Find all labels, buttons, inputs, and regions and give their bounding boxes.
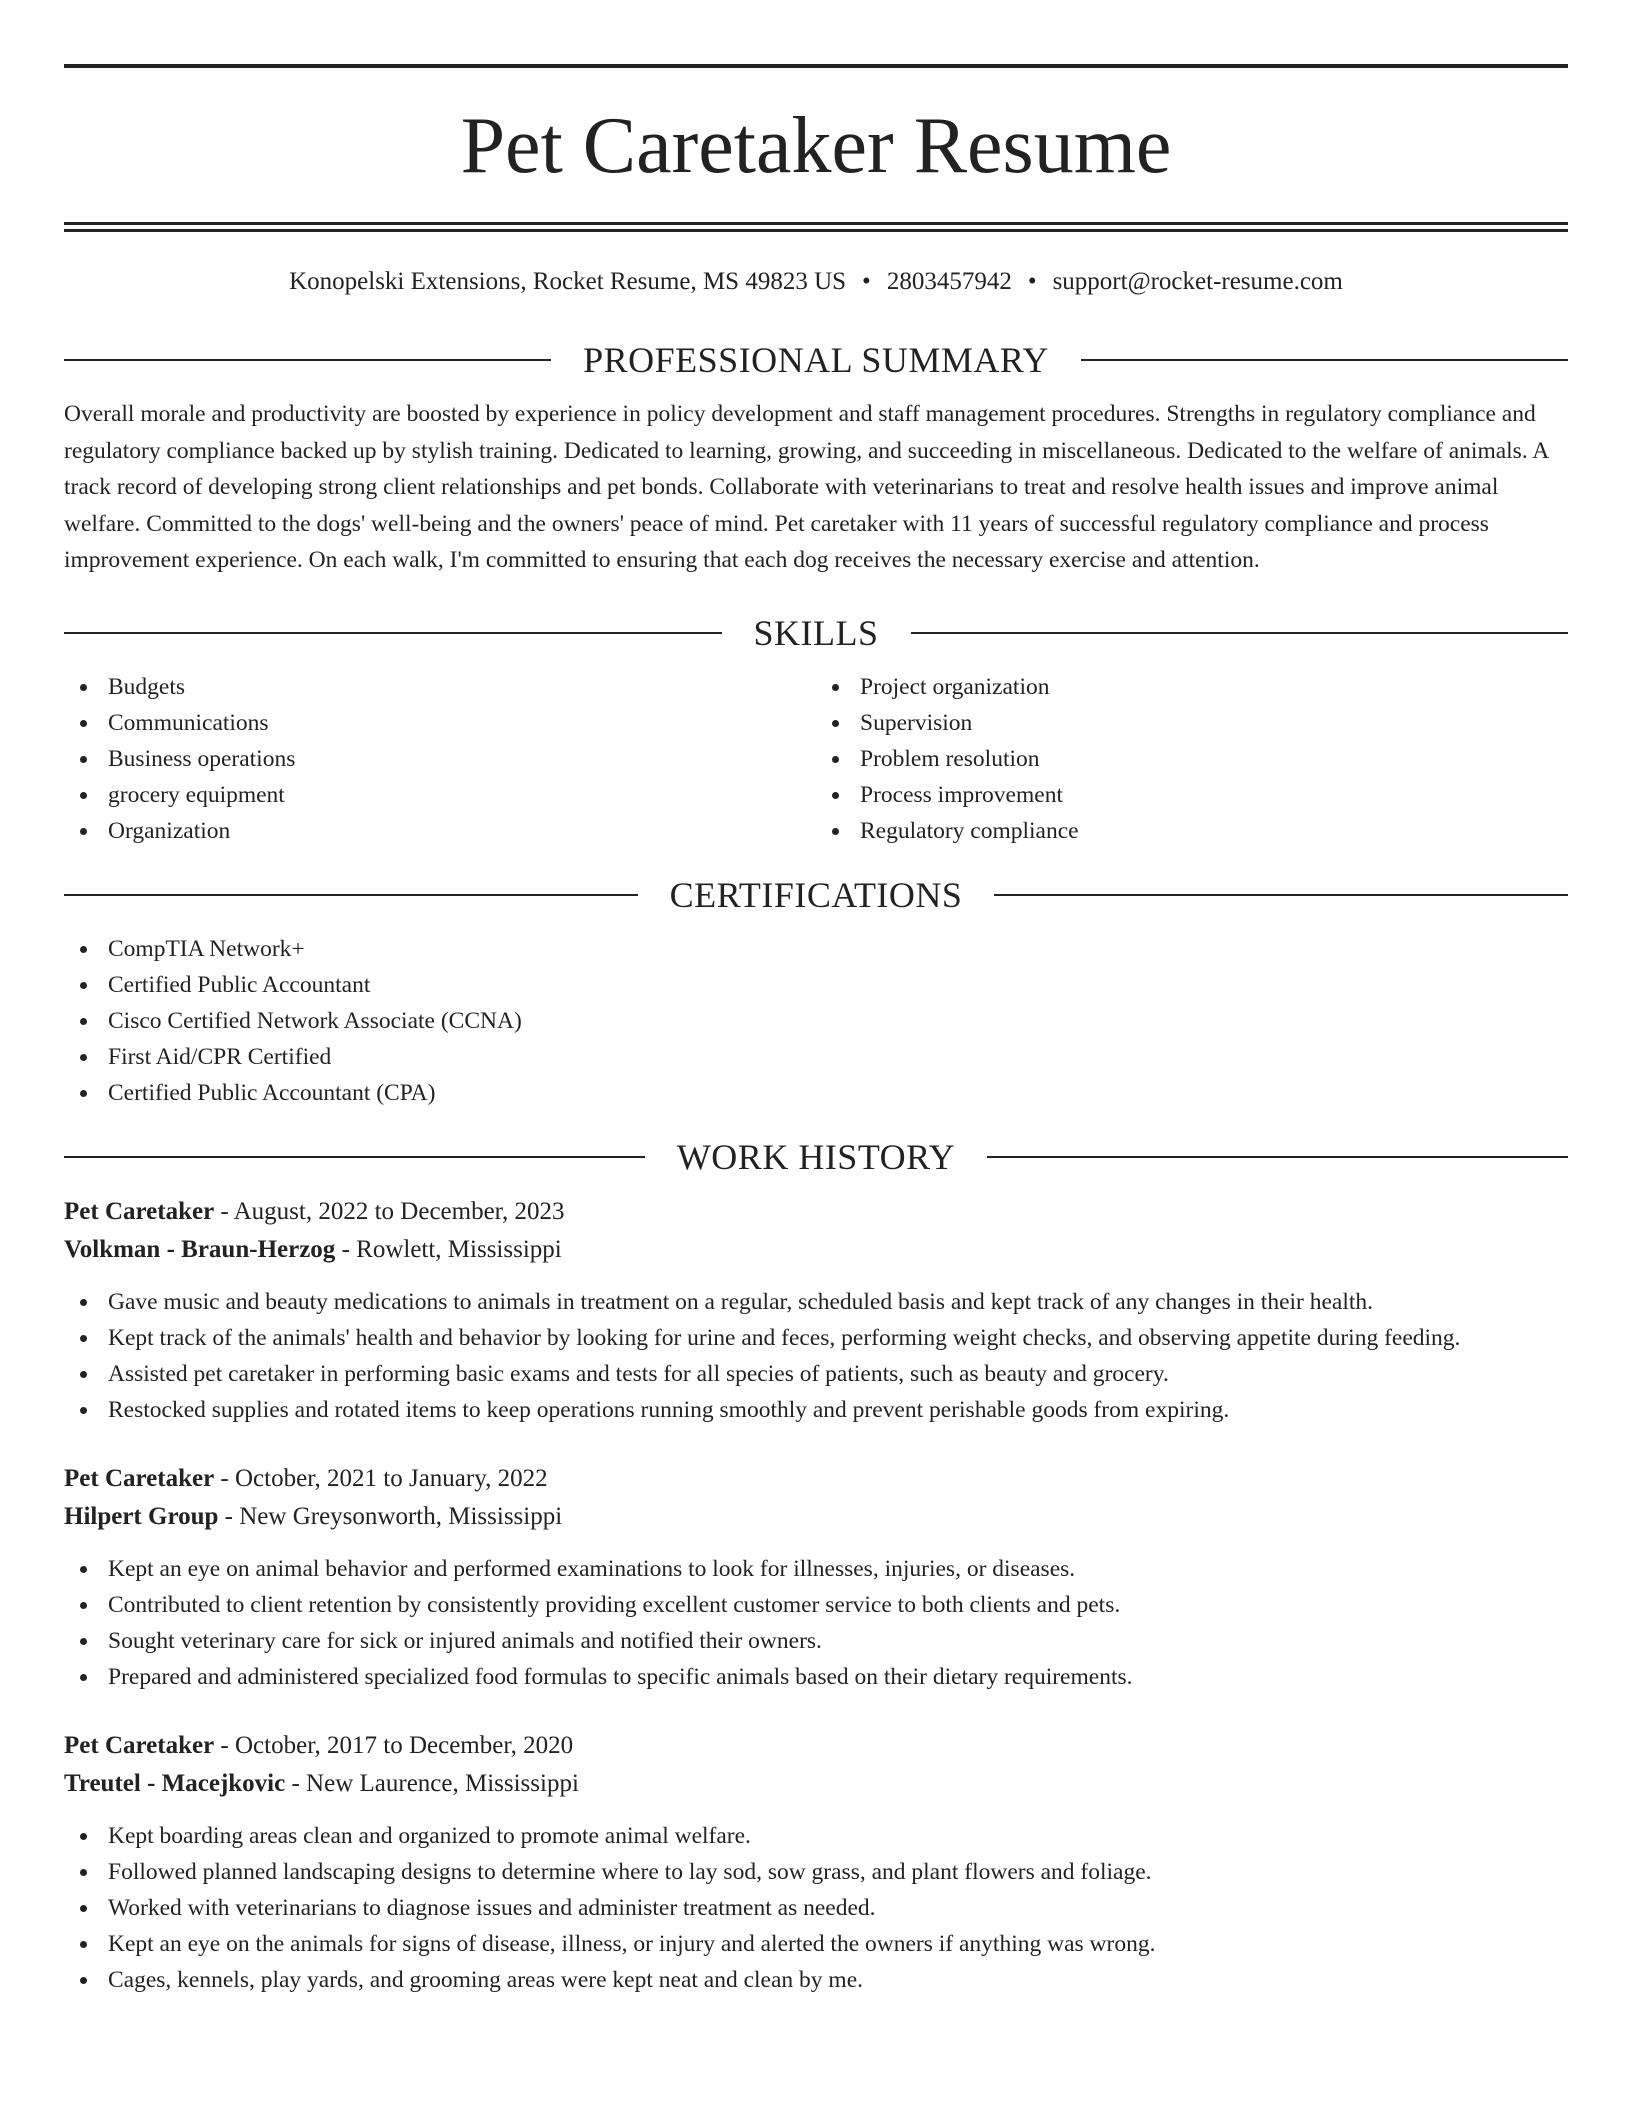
heading-rule-right (911, 632, 1569, 634)
certifications-list (64, 931, 1568, 1111)
skill-item: Regulatory compliance (816, 813, 1568, 849)
summary-heading-label: PROFESSIONAL SUMMARY (583, 340, 1049, 380)
heading-rule-left (64, 1156, 645, 1158)
certification-item: Certified Public Accountant (64, 967, 1568, 1003)
job-location: Rowlett, Mississippi (356, 1235, 562, 1263)
job-entry (64, 1727, 1568, 1998)
contact-phone: 2803457942 (886, 268, 1012, 295)
top-rule (64, 64, 1568, 68)
contact-separator: • (1027, 268, 1037, 295)
job-duty-item: Contributed to client retention by consistently providing excellent customer service to both clients and pets. (64, 1587, 1568, 1623)
job-location: New Greysonworth, Mississippi (239, 1502, 563, 1530)
skill-item: Project organization (816, 669, 1568, 705)
job-duty-item: Sought veterinary care for sick or injured animals and notified their owners. (64, 1623, 1568, 1659)
certifications-heading (64, 873, 1568, 917)
job-company: Volkman - Braun-Herzog (64, 1235, 336, 1263)
heading-rule-right (987, 1156, 1568, 1158)
skills-grid (64, 669, 1568, 849)
job-dates: October, 2021 to January, 2022 (235, 1464, 548, 1492)
job-duties-list (64, 1284, 1568, 1428)
job-duty-item: Cages, kennels, play yards, and grooming areas were kept neat and clean by me. (64, 1962, 1568, 1998)
certification-item: CompTIA Network+ (64, 931, 1568, 967)
heading-rule-right (994, 894, 1568, 896)
resume-title: Pet Caretaker Resume (460, 102, 1172, 190)
heading-rule-left (64, 894, 638, 896)
job-dash: - (218, 1502, 240, 1530)
contact-line (64, 266, 1568, 298)
skills-heading (64, 611, 1568, 655)
job-company-line (64, 1765, 1568, 1803)
job-company: Treutel - Macejkovic (64, 1769, 286, 1797)
skill-item: Budgets (64, 669, 816, 705)
skills-list-right (816, 669, 1568, 849)
resume-content (64, 64, 1568, 1998)
work-history-heading (64, 1135, 1568, 1179)
contact-address: Konopelski Extensions, Rocket Resume, MS 49823 US (289, 268, 847, 295)
job-dash: - (214, 1464, 235, 1492)
job-company-line (64, 1498, 1568, 1536)
job-location: New Laurence, Mississippi (306, 1769, 579, 1797)
heading-rule-right (1081, 359, 1568, 361)
job-duty-item: Kept boarding areas clean and organized to promote animal welfare. (64, 1818, 1568, 1854)
title-double-rule (64, 222, 1568, 232)
job-role: Pet Caretaker (64, 1197, 215, 1225)
summary-heading (64, 338, 1568, 382)
certifications-heading-label: CERTIFICATIONS (669, 874, 963, 915)
heading-rule-left (64, 632, 722, 634)
job-dash: - (285, 1769, 307, 1797)
job-title-line (64, 1727, 1568, 1765)
skill-item: Business operations (64, 741, 816, 777)
job-company: Hilpert Group (64, 1502, 219, 1530)
job-duty-item: Worked with veterinarians to diagnose issues and administer treatment as needed. (64, 1890, 1568, 1926)
skill-item: Supervision (816, 705, 1568, 741)
job-role: Pet Caretaker (64, 1731, 215, 1759)
job-duties-list (64, 1818, 1568, 1998)
skill-item: Communications (64, 705, 816, 741)
contact-separator: • (862, 268, 871, 295)
job-duty-item: Followed planned landscaping designs to determine where to lay sod, sow grass, and plant flowers and foliage. (64, 1854, 1568, 1890)
job-duties-list (64, 1551, 1568, 1695)
certification-item: Certified Public Accountant (CPA) (64, 1075, 1568, 1111)
job-duty-item: Gave music and beauty medications to animals in treatment on a regular, scheduled basis and kept track of any changes in their health. (64, 1284, 1568, 1320)
skill-item: Problem resolution (816, 741, 1568, 777)
skill-item: Organization (64, 813, 816, 849)
job-dash: - (214, 1197, 234, 1225)
certification-item: First Aid/CPR Certified (64, 1039, 1568, 1075)
job-duty-item: Kept an eye on animal behavior and performed examinations to look for illnesses, injuries, or diseases. (64, 1551, 1568, 1587)
heading-rule-left (64, 359, 551, 361)
job-dash: - (335, 1235, 357, 1263)
job-dates: October, 2017 to December, 2020 (235, 1731, 574, 1759)
job-duty-item: Restocked supplies and rotated items to keep operations running smoothly and prevent perishable goods from expiring. (64, 1392, 1568, 1428)
skill-item: grocery equipment (64, 777, 816, 813)
contact-email: support@rocket-resume.com (1052, 268, 1343, 295)
job-title-line (64, 1193, 1568, 1231)
certification-item: Cisco Certified Network Associate (CCNA) (64, 1003, 1568, 1039)
skill-item: Process improvement (816, 777, 1568, 813)
job-entry (64, 1193, 1568, 1428)
summary-text: Overall morale and productivity are boosted by experience in policy development and staff management procedures. Strengths in regulatory compliance and regulatory compliance backed up by stylish training. Dedicated to learning, growing, and succeeding in miscellaneous. Dedicated to the welfare of animals. A track record of developing strong client relationships and pet bonds. Collaborate with veterinarians to treat and resolve health issues and improve animal welfare. Committed to the dogs' well-being and the owners' peace of mind. Pet caretaker with 11 years of successful regulatory compliance and process improvement experience. On each walk, I'm committed to ensuring that each dog receives the necessary exercise and attention. (64, 401, 1548, 573)
job-duty-item: Kept track of the animals' health and behavior by looking for urine and feces, performing weight checks, and observing appetite during feeding. (64, 1320, 1568, 1356)
job-duty-item: Prepared and administered specialized food formulas to specific animals based on their dietary requirements. (64, 1659, 1568, 1695)
job-duty-item: Kept an eye on the animals for signs of disease, illness, or injury and alerted the owners if anything was wrong. (64, 1926, 1568, 1962)
job-role: Pet Caretaker (64, 1464, 215, 1492)
job-title-line (64, 1460, 1568, 1498)
work-history-heading-label: WORK HISTORY (676, 1136, 956, 1177)
job-duty-item: Assisted pet caretaker in performing basic exams and tests for all species of patients, such as beauty and grocery. (64, 1356, 1568, 1392)
job-entry (64, 1460, 1568, 1695)
skills-list-left (64, 669, 816, 849)
skills-heading-label: SKILLS (753, 612, 879, 653)
job-dash: - (214, 1731, 235, 1759)
job-dates: August, 2022 to December, 2023 (233, 1197, 565, 1225)
job-company-line (64, 1231, 1568, 1269)
